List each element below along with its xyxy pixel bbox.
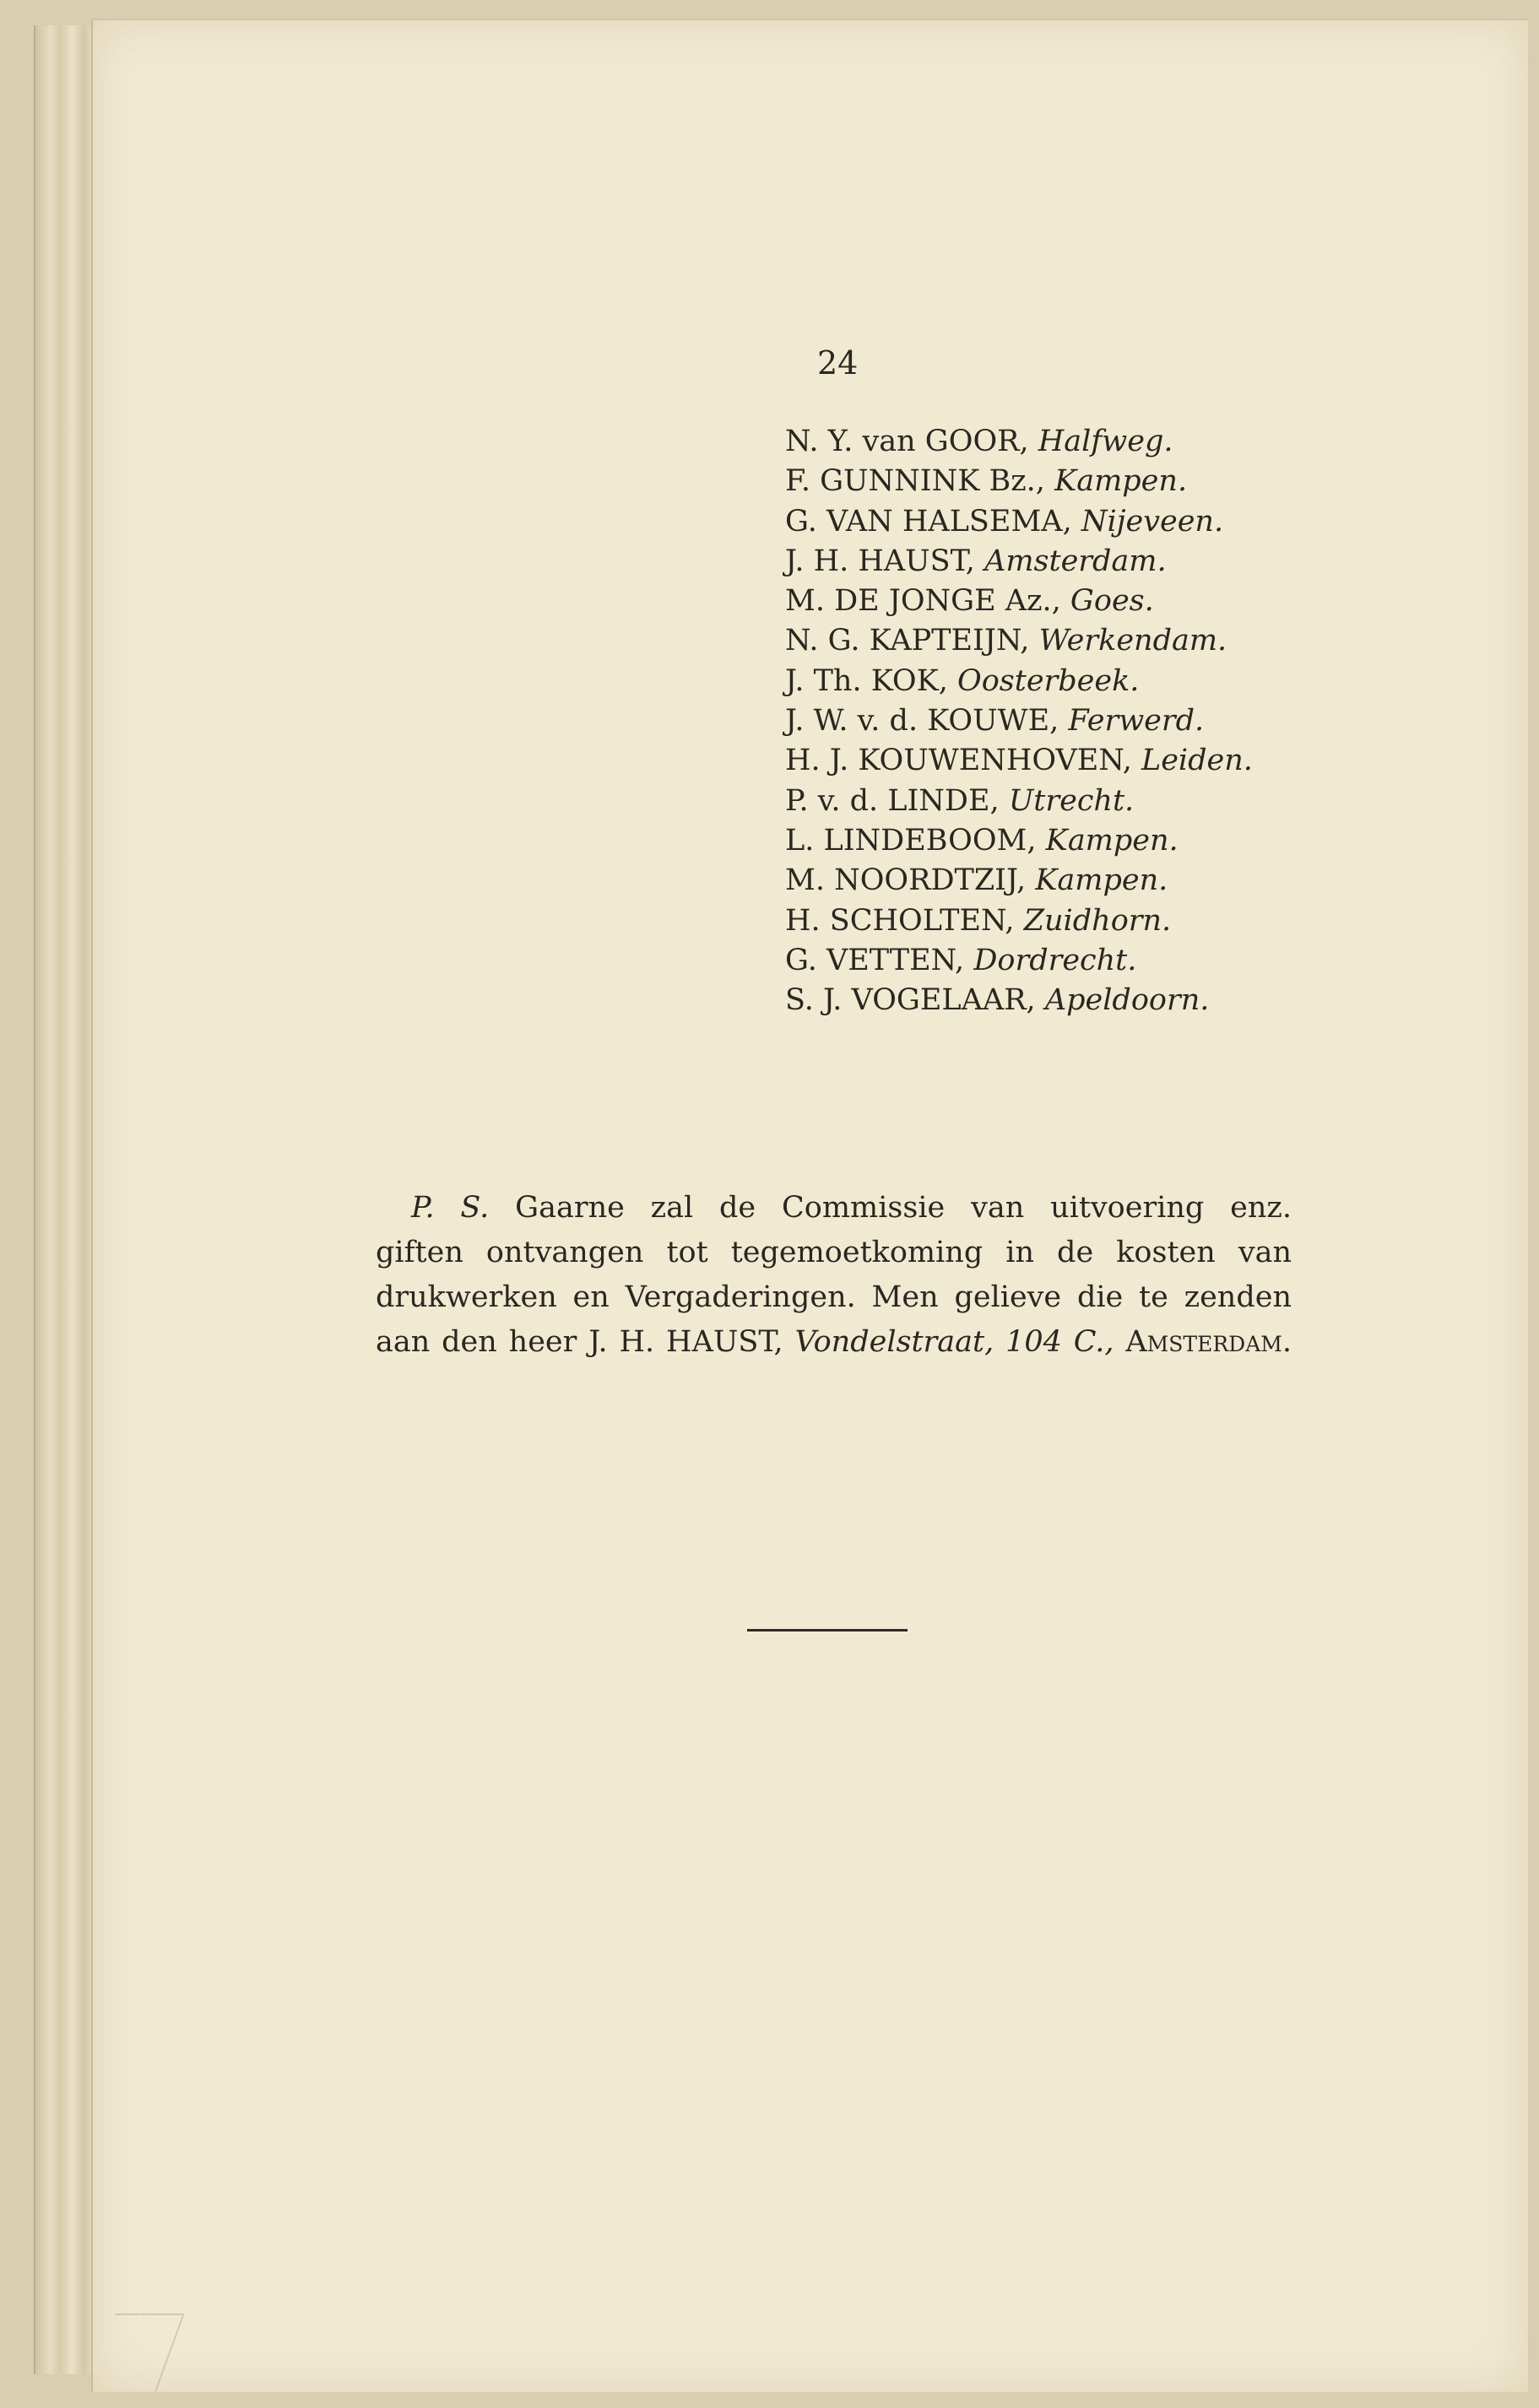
member-entry <box>785 981 1253 1020</box>
member-entry <box>785 941 1253 981</box>
member-name: H. SCHOLTEN, <box>785 903 1015 938</box>
member-name: G. VETTEN, <box>785 943 965 977</box>
member-name: P. v. d. LINDE, <box>785 783 1000 818</box>
member-place: Utrecht. <box>1008 783 1135 818</box>
member-entry <box>785 422 1253 462</box>
member-entry <box>785 462 1253 501</box>
note-line-4 <box>376 1320 1292 1365</box>
ps-label: P. S. <box>411 1191 490 1225</box>
member-place: Apeldoorn. <box>1044 983 1210 1018</box>
member-entry <box>785 861 1253 901</box>
member-place: Oosterbeek. <box>957 663 1140 698</box>
note-line-3: drukwerken en Vergaderingen. Men gelieve die te zenden <box>376 1280 1292 1314</box>
member-entry <box>785 782 1253 821</box>
member-place: Kampen. <box>1054 464 1188 499</box>
member-name: M. NOORDTZIJ, <box>785 863 1027 898</box>
member-name: M. DE JONGE Az., <box>785 584 1061 619</box>
note-line-1-text: Gaarne zal de Commissie van uitvoering enz. <box>515 1191 1292 1225</box>
postscript-note <box>376 1186 1292 1365</box>
member-name: F. GUNNINK Bz., <box>785 464 1045 499</box>
member-name: J. H. HAUST, <box>785 544 975 578</box>
member-place: Leiden. <box>1141 744 1253 778</box>
member-name: H. J. KOUWENHOVEN, <box>785 744 1132 778</box>
page-edge-strip <box>34 25 96 2374</box>
member-list <box>785 422 1253 1020</box>
member-name: N. Y. van GOOR, <box>785 425 1029 458</box>
member-name: J. Th. KOK, <box>785 663 948 698</box>
member-entry <box>785 621 1253 661</box>
horizontal-rule <box>747 1629 908 1631</box>
member-name: G. VAN HALSEMA, <box>785 504 1072 538</box>
note-line-1 <box>376 1186 1292 1231</box>
member-place: Kampen. <box>1035 863 1168 898</box>
member-place: Halfweg. <box>1038 425 1173 458</box>
member-name: S. J. VOGELAAR, <box>785 983 1036 1018</box>
member-entry <box>785 542 1253 582</box>
note-line-4-start: aan den heer J. H. HAUST, <box>376 1325 783 1359</box>
member-name: N. G. KAPTEIJN, <box>785 624 1030 658</box>
member-place: Ferwerd. <box>1068 704 1205 739</box>
member-place: Zuidhorn. <box>1023 903 1172 938</box>
member-place: Kampen. <box>1045 823 1179 858</box>
address: Vondelstraat, 104 C., <box>794 1325 1114 1359</box>
member-name: L. LINDEBOOM, <box>785 823 1037 858</box>
member-entry <box>785 662 1253 701</box>
member-entry <box>785 582 1253 621</box>
member-entry <box>785 901 1253 941</box>
member-entry <box>785 741 1253 781</box>
member-entry <box>785 701 1253 741</box>
member-name: J. W. v. d. KOUWE, <box>785 704 1059 739</box>
member-entry <box>785 502 1253 542</box>
member-place: Werkendam. <box>1038 624 1227 658</box>
note-line-2: giften ontvangen tot tegemoetkoming in de kosten van <box>376 1236 1292 1269</box>
member-place: Amsterdam. <box>984 544 1167 578</box>
member-place: Goes. <box>1070 584 1154 619</box>
city: Amsterdam. <box>1125 1325 1292 1359</box>
page-number: 24 <box>817 344 859 381</box>
member-entry <box>785 821 1253 861</box>
member-place: Nijeveen. <box>1081 504 1224 538</box>
member-place: Dordrecht. <box>973 943 1137 977</box>
